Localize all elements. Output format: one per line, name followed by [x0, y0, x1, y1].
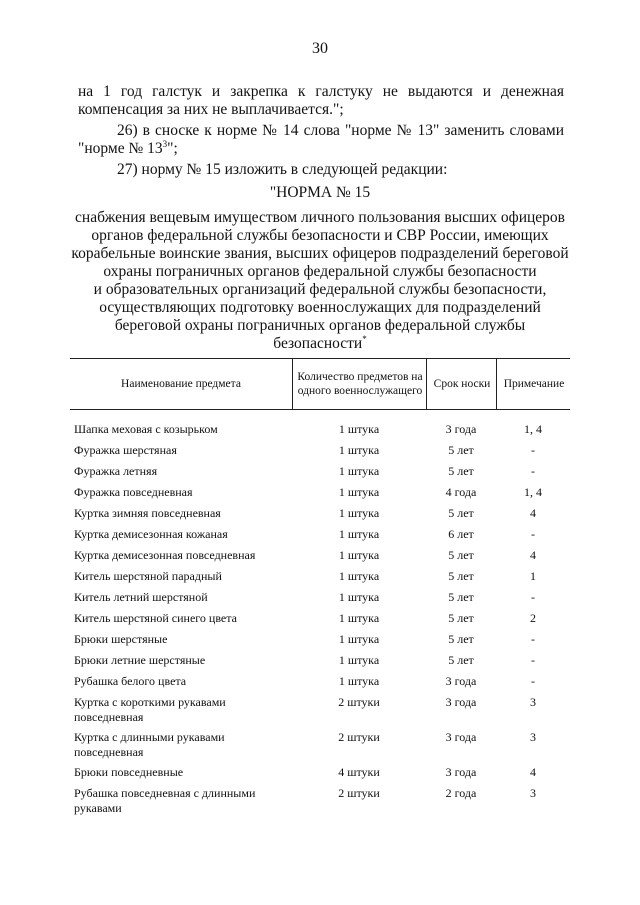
item-quantity: 1 штука [338, 653, 380, 667]
header-term: Срок носки [426, 359, 497, 409]
paragraph-27: 27) норму № 15 изложить в следующей редакции: [117, 161, 448, 178]
item-name: Фуражка повседневная [74, 485, 193, 499]
item-note: 3 [530, 786, 536, 800]
item-quantity: 4 штуки [338, 765, 380, 779]
item-note: - [531, 590, 535, 604]
table-row [70, 653, 570, 674]
table-row [70, 786, 570, 821]
item-term: 3 года [445, 674, 477, 688]
item-note: - [531, 674, 535, 688]
table-row [70, 464, 570, 485]
item-term: 5 лет [448, 590, 474, 604]
item-name: Куртка зимняя повседневная [74, 506, 221, 520]
item-note: 4 [530, 548, 536, 562]
item-term: 5 лет [448, 653, 474, 667]
item-name: Фуражка летняя [74, 464, 158, 478]
item-term: 5 лет [448, 443, 474, 457]
table-header [70, 358, 570, 410]
paragraph-26-superscript: 3 [162, 138, 168, 149]
item-term: 2 года [445, 786, 477, 800]
item-quantity: 1 штука [338, 548, 380, 562]
table-row [70, 527, 570, 548]
table-row [70, 506, 570, 527]
item-term: 3 года [445, 765, 477, 779]
item-term: 3 года [445, 730, 477, 744]
item-name: Брюки летние шерстяные [74, 653, 206, 667]
paragraph-26-line-1: 26) в сноске к норме № 14 слова "норме № 13" заменить словами [117, 122, 564, 139]
item-quantity: 1 штука [338, 527, 380, 541]
item-term: 5 лет [448, 569, 474, 583]
norm-subtitle-last-word: безопасности [273, 335, 363, 352]
item-quantity: 1 штука [338, 632, 380, 646]
norm-subtitle-line: береговой охраны пограничных органов федеральной службы [114, 317, 526, 334]
item-name: Куртка с короткими рукавами повседневная [74, 695, 226, 724]
table-row [70, 611, 570, 632]
item-quantity: 2 штуки [338, 695, 380, 709]
item-term: 5 лет [448, 506, 474, 520]
page-number: 30 [312, 40, 328, 57]
item-term: 5 лет [448, 611, 474, 625]
item-name: Китель летний шерстяной [74, 590, 208, 604]
item-name: Куртка демисезонная кожаная [74, 527, 228, 541]
item-name: Брюки повседневные [74, 765, 184, 779]
table-row [70, 548, 570, 569]
header-note: Примечание [496, 359, 571, 409]
table-body [70, 422, 570, 821]
norm-subtitle-line: снабжения вещевым имуществом личного пользования высших офицеров [75, 209, 565, 226]
norm-subtitle-last-line [70, 335, 570, 353]
item-quantity: 1 штука [338, 485, 380, 499]
norm-subtitle [70, 209, 570, 353]
norm-subtitle-line: и образовательных организаций федеральной службы безопасности, [93, 281, 547, 298]
item-name: Куртка демисезонная повседневная [74, 548, 256, 562]
item-term: 3 года [445, 422, 477, 436]
item-note: - [531, 632, 535, 646]
norm-title: "НОРМА № 15 [269, 184, 371, 201]
item-note: 1 [530, 569, 536, 583]
item-term: 5 лет [448, 632, 474, 646]
item-term: 5 лет [448, 464, 474, 478]
item-name: Рубашка белого цвета [74, 674, 187, 688]
table-row [70, 674, 570, 695]
table-row [70, 590, 570, 611]
item-term: 4 года [445, 485, 477, 499]
item-note: 1, 4 [524, 422, 542, 436]
norm-subtitle-line: охраны пограничных органов федеральной службы безопасности [103, 263, 537, 280]
item-note: 3 [530, 695, 536, 709]
item-quantity: 2 штуки [338, 730, 380, 744]
item-quantity: 2 штуки [338, 786, 380, 800]
table-row [70, 443, 570, 464]
item-note: 3 [530, 730, 536, 744]
item-term: 5 лет [448, 548, 474, 562]
item-name: Китель шерстяной синего цвета [74, 611, 237, 625]
table-row [70, 569, 570, 590]
table-row [70, 422, 570, 443]
item-note: - [531, 443, 535, 457]
item-note: - [531, 653, 535, 667]
item-quantity: 1 штука [338, 422, 380, 436]
paragraph-26-text: "норме № 13 [78, 140, 163, 157]
norm-subtitle-line: осуществляющих подготовку военнослужащих для подразделений [99, 299, 541, 316]
item-note: - [531, 464, 535, 478]
paragraph-26-end: "; [167, 140, 178, 157]
table-row [70, 485, 570, 506]
item-note: 4 [530, 765, 536, 779]
item-quantity: 1 штука [338, 674, 380, 688]
item-quantity: 1 штука [338, 590, 380, 604]
item-name: Шапка меховая с козырьком [74, 422, 218, 436]
item-note: 2 [530, 611, 536, 625]
table-row [70, 695, 570, 730]
footnote-mark: * [362, 333, 367, 344]
norm-subtitle-line: органов федеральной службы безопасности и СВР России, имеющих [91, 227, 549, 244]
norm-table [70, 358, 570, 821]
item-note: - [531, 527, 535, 541]
item-name: Китель шерстяной парадный [74, 569, 222, 583]
norm-subtitle-line: корабельные воинские звания, высших офицеров подразделений береговой [71, 245, 569, 262]
header-item-name: Наименование предмета [121, 378, 241, 390]
item-quantity: 1 штука [338, 611, 380, 625]
table-row [70, 765, 570, 786]
item-quantity: 1 штука [338, 569, 380, 583]
item-quantity: 1 штука [338, 464, 380, 478]
paragraph-26-line-2 [78, 140, 564, 158]
item-term: 6 лет [448, 527, 474, 541]
table-row [70, 730, 570, 765]
item-quantity: 1 штука [338, 506, 380, 520]
item-name: Фуражка шерстяная [74, 443, 177, 457]
header-quantity: Количество предметов на одного военнослужащего [292, 359, 427, 409]
paragraph-1-line-1: на 1 год галстук и закрепка к галстуку не выдаются и денежная [78, 83, 564, 100]
item-name: Куртка с длинными рукавами повседневная [74, 730, 225, 759]
table-row [70, 632, 570, 653]
item-name: Брюки шерстяные [74, 632, 168, 646]
paragraph-1-line-2: компенсация за них не выплачивается."; [78, 101, 344, 118]
item-note: 4 [530, 506, 536, 520]
item-name: Рубашка повседневная с длинными рукавами [74, 786, 256, 815]
item-quantity: 1 штука [338, 443, 380, 457]
item-term: 3 года [445, 695, 477, 709]
item-note: 1, 4 [524, 485, 542, 499]
